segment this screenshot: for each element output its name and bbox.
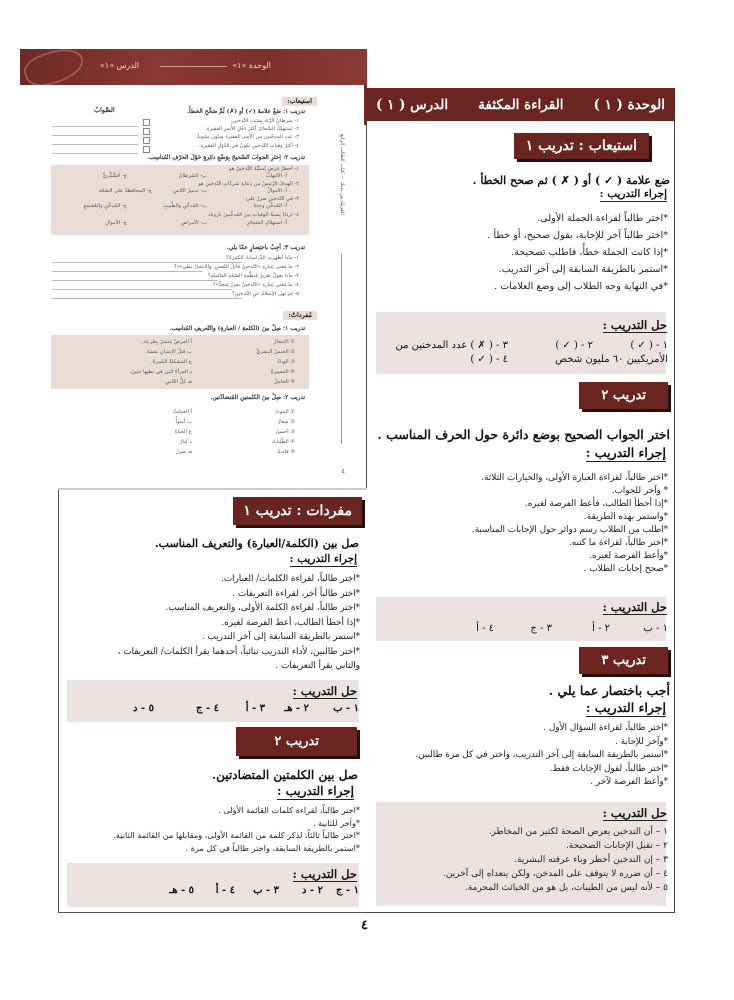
answer-line[interactable] bbox=[52, 126, 138, 127]
procedure-label: إجراء التدريب : bbox=[585, 700, 666, 715]
vocab1-answers bbox=[67, 703, 359, 717]
ex1-title: تدريب ١: ضَعْ علامةَ (✓) أو (✗) ثُمَّ صَحِّحِ الخطأَ. bbox=[187, 109, 305, 115]
step: *اختر طالباً، لقراءة الكلمة الأولى، والتعريف المناسب. bbox=[165, 603, 360, 613]
ex2-option: ج- السُّكَّريُّ bbox=[102, 173, 127, 179]
step: *اختر طالباً لقراءة الجملة الأولى. bbox=[537, 213, 668, 224]
answer-checkbox[interactable] bbox=[143, 146, 150, 153]
textbook-page-thumbnail bbox=[20, 49, 367, 489]
answer: ٤ - أ bbox=[215, 885, 235, 896]
step: *وأعط الفرصة لغيره. bbox=[589, 551, 668, 561]
answer-checkbox[interactable] bbox=[143, 128, 150, 135]
procedure-label: إجراء التدريب : bbox=[585, 445, 666, 460]
unit-header-bar bbox=[366, 88, 675, 121]
textbook-lesson-label: الدرس «١» bbox=[100, 61, 140, 70]
ex3-title: تدريب ٣: أجِبْ باختِصارٍ عمّا يلي. bbox=[226, 245, 305, 251]
vocab-word: ③ أحسنُ bbox=[275, 429, 295, 435]
vocab-ex1-left bbox=[256, 337, 295, 387]
step: *اختر طالباً، لقراءة ما كتبه. bbox=[568, 538, 668, 548]
exercise2-instruction: اختر الجواب الصحيح بوضع دائرة حول الحرف المناسب . bbox=[377, 427, 670, 442]
vocab1-tag: مفردات : تدريب ١ bbox=[233, 497, 362, 525]
vocab-definition: ب قتلُ الإنسانِ نفسَهُ. bbox=[145, 349, 192, 355]
vocab2-tag: تدريب ٢ bbox=[236, 727, 357, 756]
step: *استمر بالطريقة السابقة إلى آخر التدريب. bbox=[498, 264, 668, 275]
vocab-definition: د المرأةُ التي في بطنِها جنينٌ. bbox=[129, 369, 192, 375]
ex1-item: ١- سرطانُ الرِّئة بِسَبَبِ التَّدخين. bbox=[230, 118, 299, 124]
ex2-option: ب- السّرطانُ bbox=[178, 173, 207, 179]
ex2-option: أ- الأموالُ bbox=[267, 188, 287, 194]
vocab-opposite: هـ ضررٌ bbox=[176, 449, 192, 455]
step: *اختر طالباً، لقراءة الكلمات/ العبارات. bbox=[220, 574, 360, 584]
step: *اختر طالبين، لأداء التدريب ثنائياً، أحدهما يقرأ الكلمات/ التعريفات ، bbox=[117, 646, 360, 657]
vocab-word: ③ الوباءُ bbox=[277, 359, 295, 365]
vocab-ex2-left bbox=[272, 407, 295, 457]
vocab-opposite: ج الحياةُ bbox=[174, 429, 192, 435]
step: *اختر طالباً آخر للإجابة، بقول صحيح، أو خطأ . bbox=[487, 230, 668, 241]
vocab1-instruction: صل بين (الكلمة/العبارة) والتعريف المناسب. bbox=[154, 537, 359, 550]
solution-label: حل التدريب : bbox=[292, 867, 357, 881]
answer: ٢ - د bbox=[302, 885, 323, 896]
answer: ٤ - ( ✓ ) bbox=[470, 354, 508, 365]
answer: ٤ - أ bbox=[476, 623, 494, 634]
answer: ٣ - أ bbox=[245, 703, 265, 714]
answer: ١ - ب bbox=[643, 623, 668, 634]
answer: ٢ - هـ bbox=[284, 703, 309, 714]
exercise2-answers bbox=[378, 623, 668, 637]
ex2-option: ب- تدميرُ النّاسِ bbox=[173, 188, 207, 194]
answer-line[interactable] bbox=[52, 262, 242, 263]
answer-line[interactable] bbox=[52, 289, 232, 290]
vocab-opposite: ب أسوأُ bbox=[175, 419, 192, 425]
vocab-ex1-right bbox=[130, 337, 192, 387]
answer: ٥ - د bbox=[133, 703, 154, 714]
ex2-option: أ- استهلاكِ السّجائرِ bbox=[246, 220, 287, 226]
ex3-item: ٤- ما مَعنى عِبارةِ «التّدخينُ ضررٌ مُتعدٍّ»؟ bbox=[213, 282, 299, 288]
textbook-body bbox=[20, 85, 367, 489]
ex3-item: ٢- ما مَعنى عِبارةِ «التّدخينُ قاتلٌ للنّفسِ، والانتحارُ بطيء»؟ bbox=[174, 264, 299, 270]
answer: ١ – أن التدخين يعرض الصحة لكثير من المخاطر. bbox=[488, 827, 668, 837]
answer: ٥ – لأنه ليس من الطيبات، بل هو من الخبائث المحرمة. bbox=[464, 883, 668, 893]
step: *اطلب من الطلاب رسم دوائر حول الإجابات المناسبة. bbox=[471, 525, 668, 535]
answer: ٢ - أ bbox=[592, 623, 610, 634]
ex3-item: ٥- لِمَ نَهى الإسلامُ عنِ التّدخينِ؟ bbox=[232, 291, 299, 297]
vocab2-answers bbox=[67, 885, 359, 899]
ex1-item: ٤- أكثرُ وفياتِ التّدخينِ تكونُ في الدّوَلِ الفقيرة. bbox=[198, 143, 299, 149]
step: *إذا أخطأ الطالب، أعط الفرصة لغيره. bbox=[221, 617, 360, 628]
answer: ١ - ب bbox=[333, 703, 359, 714]
lesson-label: الدرس ( ١ ) bbox=[376, 96, 449, 113]
step: *اختر طالباً، لقراءة كلمات القائمة الأولى . bbox=[218, 805, 360, 815]
unit-label: الوحدة ( ١ ) bbox=[593, 96, 665, 113]
vocab-word: ② الجنسُ البشريُّ bbox=[256, 349, 295, 355]
answer: الأمريكيين ٦٠ مليون شخص bbox=[555, 354, 668, 365]
vocab-word: ⑤ الحاملُ bbox=[274, 379, 295, 385]
vocab-label: مُفرداتٌ: bbox=[283, 311, 317, 320]
vocab-definition: ج المشكلةُ الكبيرةُ. bbox=[151, 359, 192, 365]
step: *استمر بالطريقة السابقة، واختر طالباً في كل مرة . bbox=[185, 842, 360, 853]
step: *اختر طالباً، لقول الإجابات فقط. bbox=[549, 763, 668, 774]
ex1-item: ٢- تَستهلِكُ السَّجائرُ أكثرَ دَخْلِ الأُسرِ الفقيرة. bbox=[205, 126, 299, 132]
ex2-option: أ- المُدخِّنِ وحدَهُ bbox=[253, 203, 287, 209]
unit-title: القراءة المكثفة bbox=[478, 96, 564, 113]
step: *اختر طالباً آخر، لقراءة التعريفات . bbox=[232, 588, 360, 599]
step: *في النهاية وجه الطلاب إلى وضع العلامات . bbox=[494, 281, 668, 292]
vocab-word: ④ الطّيّباتُ bbox=[271, 439, 295, 445]
vocab-word: ⑤ فائدةٌ bbox=[277, 449, 295, 455]
vocab-opposite: أ الخبائثُ bbox=[172, 409, 192, 415]
step: *اختر طالباً ثالثاً، لذكر كلمة من القائمة الأولى، ومقابلها من القائمة الثانية. bbox=[113, 830, 360, 840]
answer: ٤ - ج bbox=[196, 703, 219, 714]
ex2-option: أ- الالتهابُ bbox=[265, 173, 287, 179]
ex2-option: ب- المُدخِّنِ والطّبيبِ bbox=[163, 203, 207, 209]
step: * وآخر للجواب. bbox=[611, 486, 668, 496]
answer-line[interactable] bbox=[52, 144, 138, 145]
side-caption-text: العربيّة بين يديك — كتاب الطالب الرابع bbox=[339, 134, 345, 215]
solution-label: حل التدريب : bbox=[602, 600, 667, 614]
side-caption bbox=[337, 134, 345, 434]
comprehension-answers bbox=[378, 340, 668, 370]
exercise2-steps bbox=[472, 472, 668, 576]
vocab-definition: هـ كلُّ النّاسِ. bbox=[163, 379, 192, 385]
answer-line[interactable] bbox=[52, 153, 138, 154]
answer: ١ - ( ✓ ) bbox=[630, 340, 668, 351]
solution-label: حل التدريب : bbox=[602, 318, 667, 332]
answer: ٥ - هـ bbox=[169, 885, 194, 896]
step: *وآخر للثانية . bbox=[312, 817, 360, 828]
guide-left-top-border bbox=[58, 488, 367, 490]
ex1-item: ٣- عدد المدخّنين من الأُسر الفقيرة سِتّون مليوناً. bbox=[196, 134, 299, 140]
ex2-question: ٢- الهدفُ الرّئيسُ من دِعايةِ شركاتِ التّدخينِ هو bbox=[198, 181, 299, 187]
exercise3-tag: تدريب ٣ bbox=[579, 647, 668, 674]
ex2-option: ب- الأمراضِ bbox=[180, 220, 207, 226]
ex2-option: ج- الأموالِ bbox=[105, 220, 127, 226]
comprehension-instruction: ضع علامة ( ✓ ) أو ( ✗ ) ثم صحح الخطأ . bbox=[472, 174, 670, 187]
vocab-ex1-title: تدريب ١: صِلْ بينَ (الكلمةِ / العبارةِ) والتّعريفِ المُناسِب. bbox=[169, 326, 305, 332]
solution-label: حل التدريب : bbox=[602, 806, 667, 820]
step: *إذا كانت الجملة خطأً، فاطلب تصحيحة. bbox=[511, 247, 668, 258]
vocab-ex2-title: تدريب ٢: صِلْ بينَ الكلمتينِ المُتضادّتين. bbox=[210, 395, 305, 401]
exercise2-tag: تدريب ٢ bbox=[579, 382, 668, 409]
answer-line[interactable] bbox=[52, 135, 138, 136]
answer-checkbox[interactable] bbox=[143, 137, 150, 144]
textbook-banner bbox=[20, 49, 367, 85]
step: *وآخر للإجابة . bbox=[615, 736, 668, 747]
procedure-label: إجراء التدريب : bbox=[599, 188, 667, 200]
comprehension-label: استيعاب: bbox=[282, 97, 317, 106]
vocab-definition: أ المرضُ يَنتشرُ بِسُرعة. bbox=[141, 339, 192, 345]
step: والثاني يقرأ التعريفات . bbox=[275, 661, 360, 671]
ex2-question: ٣- في التّدخينِ ضررٌ على bbox=[246, 196, 299, 202]
ex3-item: ٣- ماذا يقولُ تقريرُ مُنظَّمةِ الصّحّةِ العالميّةِ؟ bbox=[207, 273, 299, 279]
answer-line[interactable] bbox=[52, 298, 242, 299]
answer: ٣ - ( ✗ ) عدد المدخنين من bbox=[395, 340, 508, 351]
answer: ٣ – إن التدخين أخطر وباء عرفته البشرية. bbox=[514, 855, 668, 865]
page-number: ٤ bbox=[361, 918, 368, 933]
vocab2-instruction: صل بين الكلمتين المتضادتين. bbox=[211, 768, 358, 782]
ex2-option: ج- المُدخِّنِ والمُجتمعِ bbox=[83, 203, 127, 209]
answer-line[interactable] bbox=[52, 271, 202, 272]
vocab1-steps bbox=[118, 572, 360, 674]
answer-line[interactable] bbox=[52, 280, 217, 281]
vocab-opposite: د كِبارٌ bbox=[179, 439, 192, 445]
vocab2-steps bbox=[113, 804, 360, 854]
answer: ٢ - ( ✓ ) bbox=[555, 340, 593, 351]
step: *استمر بالطريقة السابقة إلى آخر التدريب . bbox=[201, 632, 360, 642]
procedure-label: إجراء التدريب : bbox=[277, 784, 354, 798]
vocab-word: ① الانتحارُ bbox=[273, 339, 295, 345]
ex2-option: ج- المحافظةُ على الصّحّة bbox=[98, 188, 152, 194]
procedure-label: إجراء التدريب : bbox=[289, 553, 357, 565]
solution-label: حل التدريب : bbox=[292, 684, 357, 698]
ex2-question: ١- أخطرُ مَرضٍ يُسبِّبُهُ التَّدخينُ هو bbox=[229, 166, 299, 172]
answer: ٣ - ب bbox=[253, 885, 279, 896]
ex2-title: تدريب ٢: اِختَرِ الجوابَ الصّحيحَ بِوَضْعِ دائِرةٍ حَوْلَ الحرْفِ المُناسِب. bbox=[147, 155, 305, 161]
step: *اختر طالباً، لقراءة العبارة الأولى، والخيارات الثلاثة. bbox=[481, 473, 668, 483]
step: *واستمر بهذه الطريقة. bbox=[584, 512, 668, 522]
step: *إذا أخطأ الطالب، فأعط الفرصة لغيره. bbox=[524, 499, 668, 509]
ex3-item: ١- ماذا أظهرتِ الدِّراساتُ الكثيرةُ؟ bbox=[226, 255, 299, 261]
answer: ١ - ج bbox=[336, 885, 359, 896]
exercise3-steps bbox=[415, 722, 668, 790]
step: *استمر بالطريقة السابقة إلى آخر التدريب، واختر في كل مرة طالبين. bbox=[415, 750, 668, 760]
exercise3-instruction: أجب باختصار عما يلي . bbox=[548, 683, 670, 698]
textbook-page-number: ٤ bbox=[341, 468, 345, 475]
answers-header: الصَّوابُ bbox=[94, 106, 115, 114]
banner-rule bbox=[160, 66, 227, 67]
step: *اختر طالباً، لقراءة السؤال الأول . bbox=[543, 723, 668, 733]
answer-checkbox[interactable] bbox=[143, 119, 150, 126]
textbook-unit-label: الوحدة «١» bbox=[232, 61, 271, 70]
answer: ٢ – تقبل الإجابات الصحيحة. bbox=[565, 841, 668, 851]
comprehension-steps bbox=[487, 210, 668, 295]
step: *صحح إجابات الطلاب . bbox=[583, 564, 668, 574]
answer: ٣ - ج bbox=[530, 623, 552, 634]
vocab-word: ④ المَسيرةُ bbox=[270, 369, 295, 375]
exercise3-answers bbox=[443, 825, 668, 895]
vocab-ex2-right bbox=[173, 407, 192, 457]
ex2-question: ٤- تَزدادُ نِسبةُ الوفياتِ بينَ المُدخِّنينَ بازدِياد bbox=[208, 212, 299, 218]
side-rule bbox=[341, 254, 342, 444]
vocab-word: ① الموتُ bbox=[275, 409, 295, 415]
answer: ٤ – أن ضرره لا يتوقف على المدخن، ولكن يتعداه إلى آخرين. bbox=[443, 869, 668, 879]
step: *وأعط الفرصة لآخر . bbox=[590, 777, 668, 787]
vocab-word: ② صِغارٌ bbox=[277, 419, 295, 425]
comprehension-tag: استيعاب : تدريب ١ bbox=[514, 133, 649, 159]
